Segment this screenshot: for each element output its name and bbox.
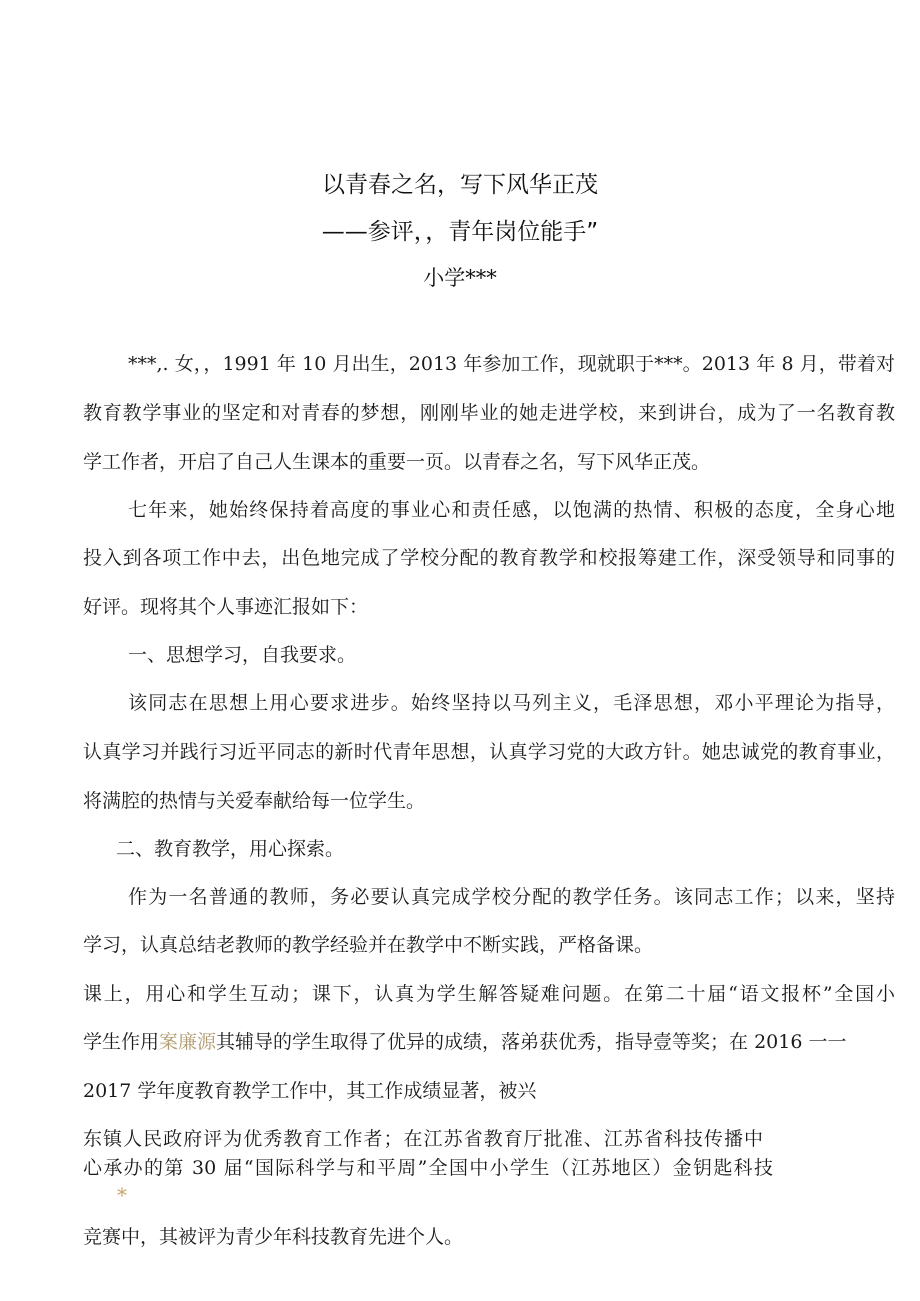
paragraph-line: 2017 学年度教育教学工作中，其工作成绩显著，被兴 (83, 1080, 537, 1102)
paragraph-line: 该同志在思想上用心要求进步。始终坚持以马列主义，毛泽思想，邓小平理论为指导， (128, 692, 895, 714)
paragraph-line: 七年来，她始终保持着高度的事业心和责任感，以饱满的热情、积极的态度，全身心地 (128, 499, 895, 521)
paragraph-line: 投入到各项工作中去，出色地完成了学校分配的教育教学和校报筹建工作，深受领导和同事的 (83, 547, 895, 569)
paragraph-line: 作为一名普通的教师，务必要认真完成学校分配的教学任务。该同志工作；以来，坚持 (128, 886, 895, 908)
watermark-text: 案廉源 (159, 1031, 217, 1053)
paragraph-line: 竞赛中，其被评为青少年科技教育先进个人。 (83, 1226, 464, 1248)
line-end: 其辅导的学生取得了优异的成绩，落弟获优秀，指导壹等奖；在 2016 一一 (216, 1031, 847, 1053)
line-start: 学生作用 (83, 1031, 160, 1053)
paragraph-line: 教育教学事业的坚定和对青春的梦想，刚刚毕业的她走进学校，来到讲台，成为了一名教育教 (83, 402, 895, 424)
section-heading: 二、教育教学，用心探索。 (116, 838, 345, 860)
document-title: 以青春之名，写下风华正茂 (322, 172, 598, 198)
paragraph-line: 认真学习并践行习近平同志的新时代青年思想，认真学习党的大政方针。她忠诚党的教育事业， (83, 741, 895, 763)
paragraph-line: 东镇人民政府评为优秀教育工作者；在江苏省教育厅批准、江苏省科技传播中 (83, 1128, 763, 1150)
star-ornament: * (117, 1183, 127, 1207)
paragraph-line: 心承办的第 30 届“国际科学与和平周”全国中小学生（江苏地区）金钥匙科技 (83, 1157, 773, 1179)
section-heading: 一、思想学习，自我要求。 (128, 644, 357, 666)
paragraph-line (83, 1030, 883, 1054)
paragraph-line: 学习，认真总结老教师的教学经验并在教学中不断实践，严格备课。 (83, 934, 654, 956)
paragraph-line: 学工作者，开启了自己人生课本的重要一页。以青春之名，写下风华正茂。 (83, 451, 711, 473)
paragraph-line: 将满腔的热情与关爱奉献给每一位学生。 (83, 790, 426, 812)
paragraph-line: 好评。现将其个人事迹汇报如下： (83, 596, 369, 618)
document-subtitle: ——参评，，青年岗位能手” (321, 219, 599, 245)
paragraph-line: 课上，用心和学生互动；课下，认真为学生解答疑难问题。在第二十届“语文报杯”全国小 (83, 983, 895, 1005)
paragraph-line: ***,. 女，，1991 年 10 月出生，2013 年参加工作，现就职于***。2013 年 8 月，带着对 (128, 353, 895, 375)
document-author: 小学*** (423, 266, 497, 290)
